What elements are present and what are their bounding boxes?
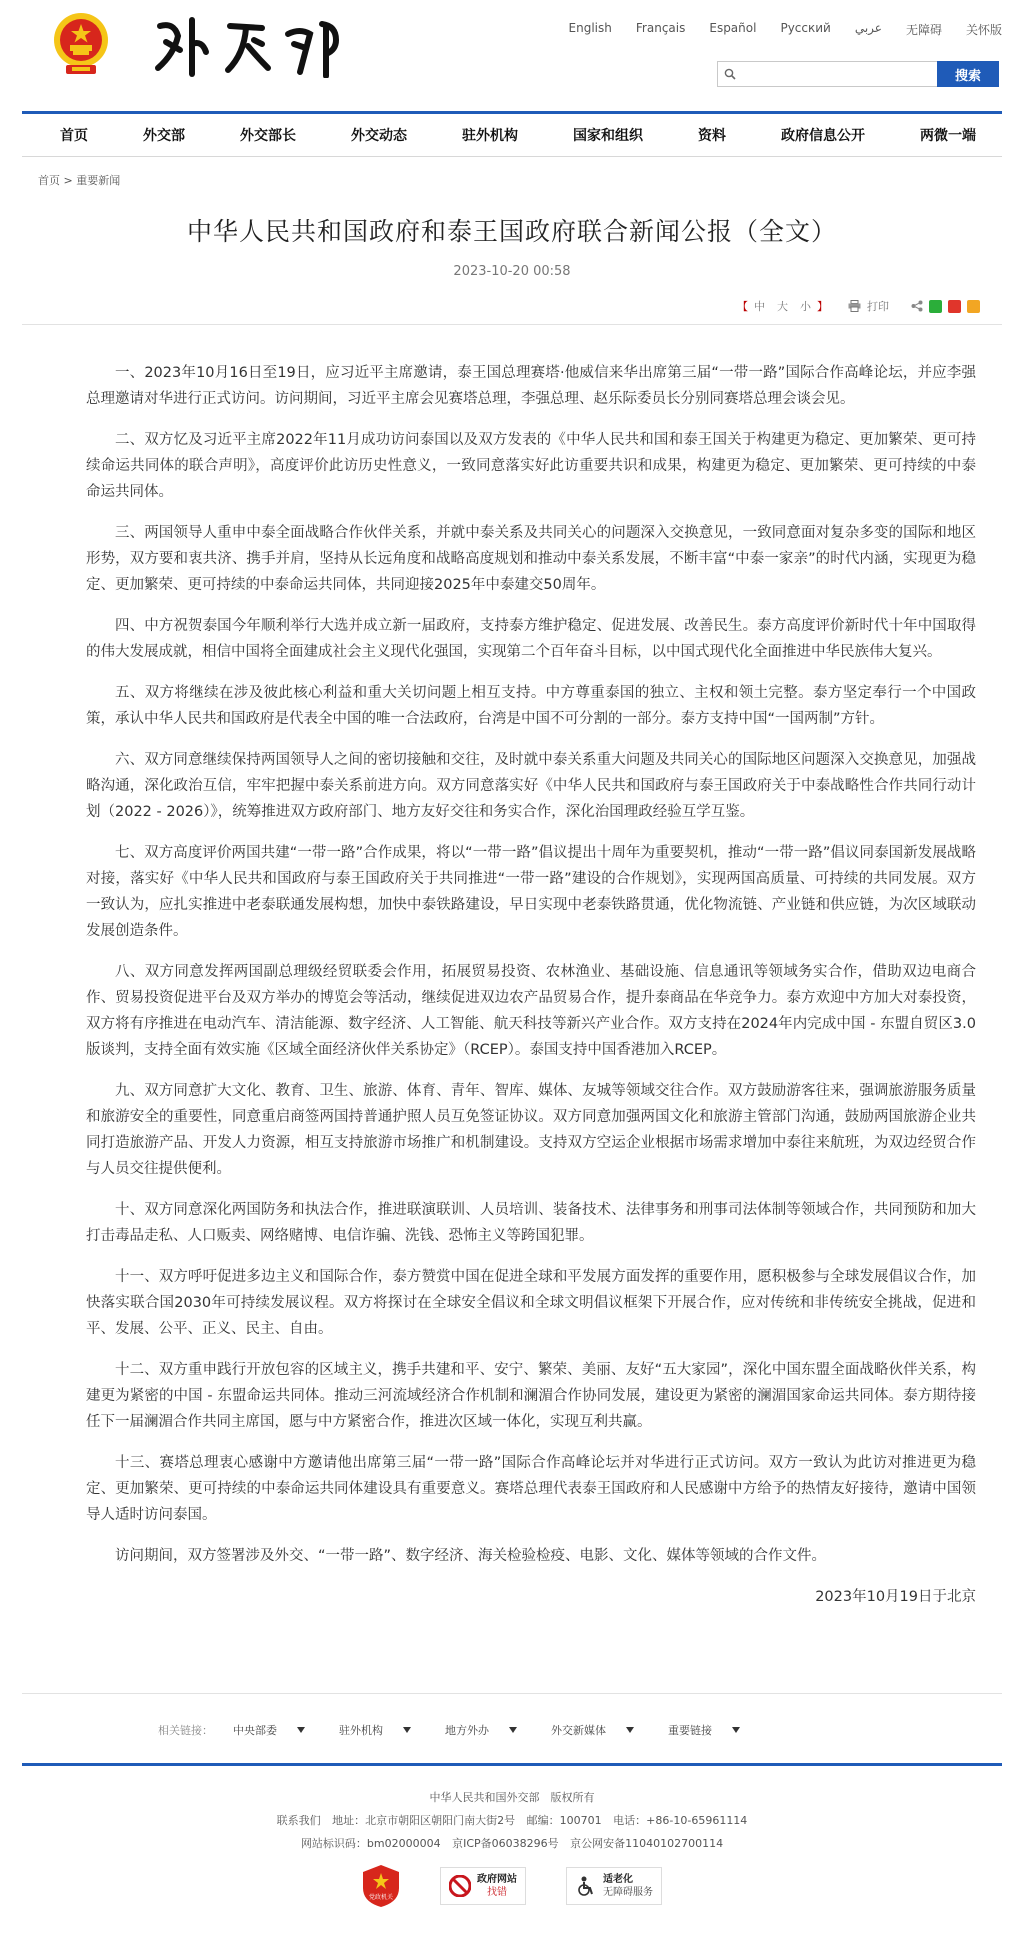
related-links [158,1722,774,1738]
badge-error-title: 政府网站 [477,1874,517,1885]
nav-gov-info[interactable]: 政府信息公开 [781,128,865,144]
related-select-important-links[interactable] [668,1722,740,1738]
breadcrumb [38,172,120,188]
breadcrumb-home[interactable]: 首页 [38,174,60,187]
related-select-missions-abroad[interactable] [339,1722,411,1738]
footer-police-link[interactable]: 京公网安备11040102700114 [570,1837,724,1850]
article-signature: 2023年10月19日于北京 [815,1589,976,1605]
related-select-new-media[interactable] [551,1722,634,1738]
article-paragraph: 访问期间，双方签署涉及外交、“一带一路”、数字经济、海关检验检疫、电影、文化、媒体等领域的合作文件。 [115,1548,827,1564]
chevron-down-icon [626,1727,634,1733]
article-paragraph: 四、中方祝贺泰国今年顺利举行大选并成立新一届政府，支持泰方维护稳定、促进发展、改善民生。泰方高度评价新时代十年中国取得的伟大发展成就，相信中国将全面建成社会主义现代化强国，实现第二个百年奋斗目标，以中国式现代化全面推进中华民族伟大复兴。 [86,618,976,660]
lang-russian-link[interactable]: Русский [780,21,831,35]
lang-arabic-link[interactable]: عربي [854,21,882,35]
contact-us-link[interactable]: 联系我们 [276,1814,321,1827]
wechat-share-icon[interactable] [929,300,942,313]
breadcrumb-current[interactable]: 重要新闻 [76,174,121,187]
select-label: 重要链接 [668,1724,712,1737]
breadcrumb-separator: > [63,174,73,187]
national-emblem-icon[interactable] [52,10,110,76]
badge-gov-text: 党政机关 [368,1894,394,1901]
header-divider [22,324,1002,325]
elderly-accessibility-badge[interactable] [566,1867,662,1905]
main-nav [22,111,1002,157]
wheelchair-icon [575,1875,597,1897]
chevron-down-icon [732,1727,740,1733]
accessibility-link[interactable]: 无障碍 [905,23,942,37]
chevron-down-icon [403,1727,411,1733]
nav-wechat-weibo-app[interactable]: 两微一端 [920,128,976,144]
lang-spanish-link[interactable]: Español [709,21,757,35]
logo-text: 外交部 [150,14,153,15]
search-bar [717,61,1002,87]
font-size-small[interactable]: 小 [800,300,811,313]
article-paragraph: 十、双方同意深化两国防务和执法合作，推进联演联训、人员培训、装备技术、法律事务和刑事司法体制等领域合作，共同预防和加大打击毒品走私、人口贩卖、网络赌博、电信诈骗、洗钱、恐怖主义等跨国犯罪。 [86,1202,976,1244]
print-link[interactable]: 打印 [867,300,889,313]
article-tools [737,298,980,314]
page-title: 中华人民共和国政府和泰王国政府联合新闻公报（全文） [186,217,837,246]
site-footer [0,1786,1024,1855]
badge-access-title: 适老化 [603,1874,633,1885]
language-bar [569,21,1002,38]
select-label: 地方外办 [445,1724,489,1737]
chevron-down-icon [509,1727,517,1733]
footer-site-code: 网站标识码：bm02000004 [300,1837,441,1850]
party-gov-badge-icon[interactable] [362,1864,400,1908]
article-paragraph: 六、双方同意继续保持两国领导人之间的密切接触和交往，及时就中泰关系重大问题及共同关心的国际地区问题深入交换意见，加强战略沟通，深化政治互信，牢牢把握中泰关系前进方向。双方同意落实好《中华人民共和国政府与泰王国政府关于中泰战略性合作共同行动计划（2022 - 2026）》，统筹推进双方政府部门、地方友好交往和务实合作，深化治国理政经验互学互鉴。 [86,752,976,820]
article-end-divider [22,1693,1002,1694]
footer-address: 地址：北京市朝阳区朝阳门南大街2号 [332,1814,516,1827]
site-header [0,0,1024,110]
article-paragraph: 十二、双方重申践行开放包容的区域主义，携手共建和平、安宁、繁荣、美丽、友好“五大家园”，深化中国东盟全面战略伙伴关系，构建更为紧密的中国 - 东盟命运共同体。推动三河流域经济合作机制和澜湄合作协同发展，建设更为紧密的澜湄国家命运共同体。泰方期待接任下一届澜湄合作共同主席国，愿与中方紧密合作，推进次区域一体化，实现互利共赢。 [86,1362,976,1430]
gov-site-error-badge[interactable] [440,1867,526,1905]
nav-home[interactable]: 首页 [60,128,88,144]
nav-diplomatic-news[interactable]: 外交动态 [351,128,407,144]
lang-english-link[interactable]: English [568,21,612,35]
care-mode-link[interactable]: 关怀版 [965,23,1002,37]
share-icon[interactable] [911,300,923,312]
article-paragraph: 九、双方同意扩大文化、教育、卫生、旅游、体育、青年、智库、媒体、友城等领域交往合作。双方鼓励游客往来，强调旅游服务质量和旅游安全的重要性，同意重启商签两国持普通护照人员互免签证协议。双方同意加强两国文化和旅游主管部门沟通，鼓励两国旅游企业共同打造旅游产品、开发人力资源，相互支持旅游市场推广和机制建设。支持双方空运企业根据市场需求增加中泰往来航班，为双边经贸合作与人员交往提供便利。 [86,1083,976,1177]
bracket-open: 【 [737,300,748,313]
nav-countries-orgs[interactable]: 国家和组织 [573,128,643,144]
footer-copyright: 中华人民共和国外交部 版权所有 [429,1791,595,1804]
article-paragraph: 八、双方同意发挥两国副总理级经贸联委会作用，拓展贸易投资、农林渔业、基础设施、信息通讯等领域务实合作，借助双边电商合作、贸易投资促进平台及双方举办的博览会等活动，继续促进双边农产品贸易合作，提升泰商品在华竞争力。泰方欢迎中方加大对泰投资，双方将有序推进在电动汽车、清洁能源、数字经济、人工智能、航天科技等新兴产业合作。双方支持在2024年内完成中国 - 东盟自贸区3.0版谈判，支持全面有效实施《区域全面经济伙伴关系协定》（RCEP）。泰国支持中国香港加入RCEP。 [86,964,976,1058]
search-button[interactable]: 搜索 [937,61,999,87]
font-size-medium[interactable]: 大 [777,300,788,313]
article-body [86,360,976,1625]
article-paragraph: 五、双方将继续在涉及彼此核心利益和重大关切问题上相互支持。中方尊重泰国的独立、主权和领土完整。泰方坚定奉行一个中国政策，承认中华人民共和国政府是代表全中国的唯一合法政府，台湾是中国不可分割的一部分。泰方支持中国“一国两制”方针。 [86,685,976,727]
select-label: 驻外机构 [339,1724,383,1737]
weibo-share-icon[interactable] [948,300,961,313]
article-paragraph: 七、双方高度评价两国共建“一带一路”合作成果，将以“一带一路”倡议提出十周年为重要契机，推动“一带一路”倡议同泰国新发展战略对接，落实好《中华人民共和国政府与泰王国政府关于共同推进“一带一路”建设的合作规划》，实现两国高质量、可持续的共同发展。双方一致认为，应扎实推进中老泰联通发展构想，加快中泰铁路建设，早日实现中老泰铁路贯通，优化物流链、产业链和供应链，为次区域联动发展创造条件。 [86,845,976,939]
nav-minister[interactable]: 外交部长 [240,128,296,144]
select-label: 中央部委 [233,1724,277,1737]
qzone-share-icon[interactable] [967,300,980,313]
lang-french-link[interactable]: Français [635,21,686,35]
footer-icp-link[interactable]: 京ICP备06038296号 [452,1837,559,1850]
article-paragraph: 十一、双方呼吁促进多边主义和国际合作，泰方赞赏中国在促进全球和平发展方面发挥的重要作用，愿积极参与全球发展倡议合作，加快落实联合国2030年可持续发展议程。双方将探讨在全球安全倡议和全球文明倡议框架下开展合作，应对传统和非传统安全挑战，促进和平、发展、公平、正义、民主、自由。 [86,1269,976,1337]
related-select-central-ministries[interactable] [233,1722,305,1738]
font-size-switcher [737,298,828,314]
ministry-calligraphy-logo[interactable] [150,14,350,78]
chevron-down-icon [297,1727,305,1733]
font-size-large[interactable]: 中 [754,300,765,313]
search-input[interactable] [736,63,937,85]
publish-datetime: 2023-10-20 00:58 [453,264,571,279]
search-icon [724,68,736,80]
badge-access-sub: 无障碍服务 [603,1887,653,1898]
article-paragraph: 十三、赛塔总理衷心感谢中方邀请他出席第三届“一带一路”国际合作高峰论坛并对华进行正式访问。双方一致认为此访对推进更为稳定、更加繁荣、更可持续的中泰命运共同体建设具有重要意义。赛塔总理代表泰王国政府和人民感谢中方给予的热情友好接待，邀请中国领导人适时访问泰国。 [86,1455,976,1523]
article-paragraph: 三、两国领导人重申中泰全面战略合作伙伴关系，并就中泰关系及共同关心的问题深入交换意见，一致同意面对复杂多变的国际和地区形势，双方要和衷共济、携手并肩，坚持从长远角度和战略高度规划和推动中泰关系发展，不断丰富“中泰一家亲”的时代内涵，实现更为稳定、更加繁荣、更可持续的中泰命运共同体，共同迎接2025年中泰建交50周年。 [86,525,976,593]
select-label: 外交新媒体 [551,1724,606,1737]
article-paragraph: 二、双方忆及习近平主席2022年11月成功访问泰国以及双方发表的《中华人民共和国和泰王国关于构建更为稳定、更加繁荣、更可持续命运共同体的联合声明》，高度评价此访历史性意义，一致同意落实好此访重要共识和成果，构建更为稳定、更加繁荣、更可持续的中泰命运共同体。 [86,432,976,500]
error-report-icon [449,1875,471,1897]
related-links-label: 相关链接： [158,1724,213,1737]
footer-postcode: 邮编：100701 [526,1814,602,1827]
nav-resources[interactable]: 资料 [698,128,726,144]
nav-ministry[interactable]: 外交部 [143,128,185,144]
footer-top-line [22,1763,1002,1766]
print-icon[interactable] [848,300,861,312]
footer-badges [0,1864,1024,1908]
footer-phone: 电话：+86-10-65961114 [613,1814,748,1827]
related-select-local-fao[interactable] [445,1722,517,1738]
article-paragraph: 一、2023年10月16日至19日，应习近平主席邀请，泰王国总理赛塔·他威信来华出席第三届“一带一路”国际合作高峰论坛，并应李强总理邀请对华进行正式访问。访问期间，习近平主席会见赛塔总理，李强总理、赵乐际委员长分别同赛塔总理会谈会见。 [86,365,976,407]
badge-error-sub: 找错 [487,1887,507,1898]
search-box [717,61,937,87]
bracket-close: 】 [817,300,828,313]
nav-missions-abroad[interactable]: 驻外机构 [462,128,518,144]
